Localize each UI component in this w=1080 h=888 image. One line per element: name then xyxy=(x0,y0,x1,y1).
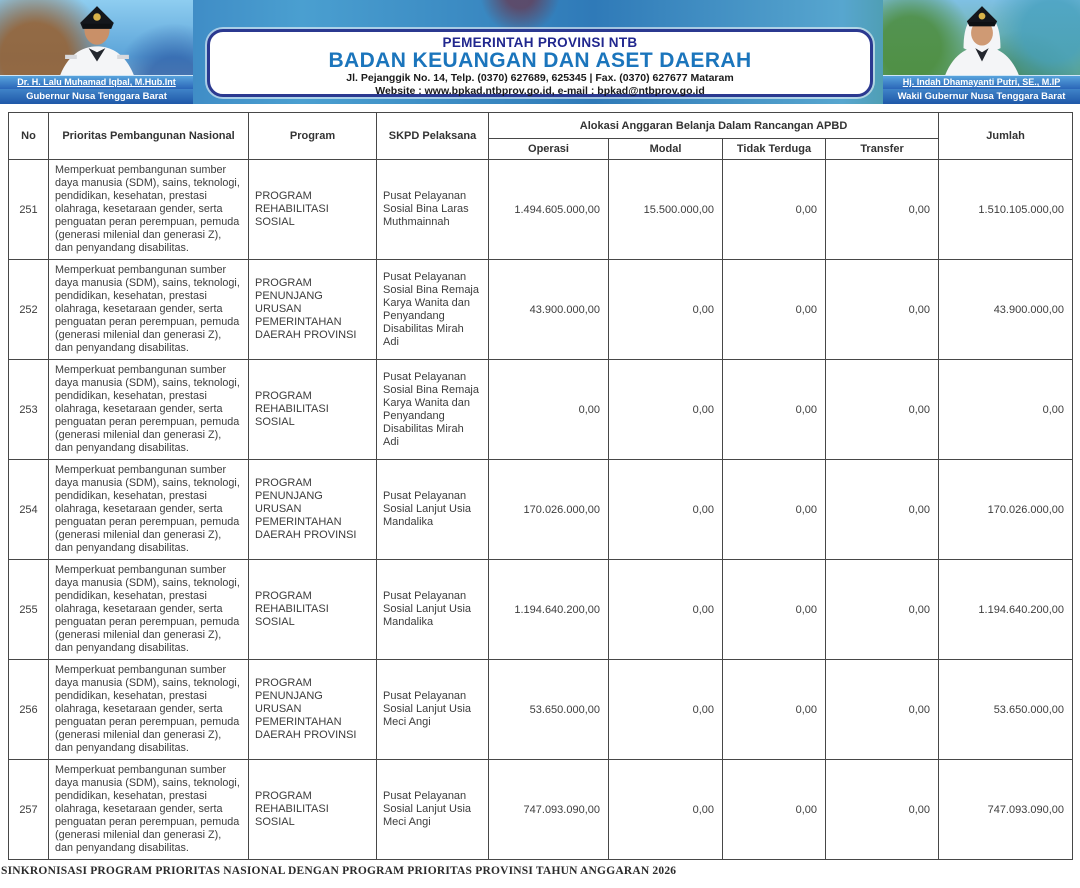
vice-governor-title: Wakil Gubernur Nusa Tenggara Barat xyxy=(883,89,1080,104)
header-alokasi-group: Alokasi Anggaran Belanja Dalam Rancangan APBD xyxy=(489,113,939,139)
cell-operasi: 1.494.605.000,00 xyxy=(489,160,609,260)
cell-jumlah: 43.900.000,00 xyxy=(939,260,1073,360)
cell-modal: 0,00 xyxy=(609,660,723,760)
vice-governor-portrait-icon xyxy=(916,0,1048,80)
letterhead-banner xyxy=(0,0,1080,104)
table-row xyxy=(9,760,1073,860)
cell-modal: 0,00 xyxy=(609,460,723,560)
table-row xyxy=(9,260,1073,360)
table-row xyxy=(9,560,1073,660)
cell-transfer: 0,00 xyxy=(826,360,939,460)
governor-title: Gubernur Nusa Tenggara Barat xyxy=(0,89,193,104)
cell-tidak-terduga: 0,00 xyxy=(723,760,826,860)
cell-no: 254 xyxy=(9,460,49,560)
cell-tidak-terduga: 0,00 xyxy=(723,360,826,460)
table-body xyxy=(9,160,1073,860)
cell-modal: 0,00 xyxy=(609,560,723,660)
table-row xyxy=(9,660,1073,760)
cell-prioritas: Memperkuat pembangunan sumber daya manusia (SDM), sains, teknologi, pendidikan, kesehatan, prestasi olahraga, kesetaraan gender, serta penguatan peran perempuan, pemuda (generasi milenial dan generasi Z), dan penyandang disabilitas. xyxy=(49,460,249,560)
cell-program: PROGRAM REHABILITASI SOSIAL xyxy=(249,760,377,860)
cell-prioritas: Memperkuat pembangunan sumber daya manusia (SDM), sains, teknologi, pendidikan, kesehatan, prestasi olahraga, kesetaraan gender, serta penguatan peran perempuan, pemuda (generasi milenial dan generasi Z), dan penyandang disabilitas. xyxy=(49,660,249,760)
cell-skpd: Pusat Pelayanan Sosial Lanjut Usia Meci Angi xyxy=(377,660,489,760)
cell-jumlah: 170.026.000,00 xyxy=(939,460,1073,560)
header-operasi: Operasi xyxy=(489,139,609,160)
cell-operasi: 747.093.090,00 xyxy=(489,760,609,860)
cell-program: PROGRAM PENUNJANG URUSAN PEMERINTAHAN DAERAH PROVINSI xyxy=(249,260,377,360)
cell-modal: 15.500.000,00 xyxy=(609,160,723,260)
vice-governor-name: Hj. Indah Dhamayanti Putri, SE., M.IP xyxy=(883,75,1080,89)
cell-no: 253 xyxy=(9,360,49,460)
cell-modal: 0,00 xyxy=(609,360,723,460)
cell-skpd: Pusat Pelayanan Sosial Lanjut Usia Meci Angi xyxy=(377,760,489,860)
cell-no: 251 xyxy=(9,160,49,260)
cell-prioritas: Memperkuat pembangunan sumber daya manusia (SDM), sains, teknologi, pendidikan, kesehatan, prestasi olahraga, kesetaraan gender, serta penguatan peran perempuan, pemuda (generasi milenial dan generasi Z), dan penyandang disabilitas. xyxy=(49,760,249,860)
cell-tidak-terduga: 0,00 xyxy=(723,160,826,260)
header-no: No xyxy=(9,113,49,160)
cell-transfer: 0,00 xyxy=(826,460,939,560)
table-header xyxy=(9,113,1073,160)
governor-portrait-icon xyxy=(31,0,163,80)
cell-transfer: 0,00 xyxy=(826,560,939,660)
header-skpd: SKPD Pelaksana xyxy=(377,113,489,160)
cell-modal: 0,00 xyxy=(609,260,723,360)
cell-program: PROGRAM REHABILITASI SOSIAL xyxy=(249,360,377,460)
vice-governor-photo xyxy=(883,0,1080,104)
cell-program: PROGRAM PENUNJANG URUSAN PEMERINTAHAN DAERAH PROVINSI xyxy=(249,460,377,560)
vice-governor-caption xyxy=(883,75,1080,104)
cell-skpd: Pusat Pelayanan Sosial Bina Remaja Karya Wanita dan Penyandang Disabilitas Mirah Adi xyxy=(377,260,489,360)
cell-prioritas: Memperkuat pembangunan sumber daya manusia (SDM), sains, teknologi, pendidikan, kesehatan, prestasi olahraga, kesetaraan gender, serta penguatan peran perempuan, pemuda (generasi milenial dan generasi Z), dan penyandang disabilitas. xyxy=(49,360,249,460)
cell-operasi: 170.026.000,00 xyxy=(489,460,609,560)
agency-name: BADAN KEUANGAN DAN ASET DAERAH xyxy=(328,49,752,72)
cell-operasi: 43.900.000,00 xyxy=(489,260,609,360)
governor-caption xyxy=(0,75,193,104)
cell-tidak-terduga: 0,00 xyxy=(723,560,826,660)
cell-skpd: Pusat Pelayanan Sosial Lanjut Usia Mandalika xyxy=(377,460,489,560)
governor-name: Dr. H. Lalu Muhamad Iqbal, M.Hub.Int xyxy=(0,75,193,89)
cell-operasi: 0,00 xyxy=(489,360,609,460)
cell-tidak-terduga: 0,00 xyxy=(723,460,826,560)
cell-transfer: 0,00 xyxy=(826,660,939,760)
header-jumlah: Jumlah xyxy=(939,113,1073,160)
cell-program: PROGRAM PENUNJANG URUSAN PEMERINTAHAN DAERAH PROVINSI xyxy=(249,660,377,760)
cell-jumlah: 1.194.640.200,00 xyxy=(939,560,1073,660)
cell-jumlah: 53.650.000,00 xyxy=(939,660,1073,760)
cell-transfer: 0,00 xyxy=(826,260,939,360)
table-row xyxy=(9,360,1073,460)
cell-tidak-terduga: 0,00 xyxy=(723,260,826,360)
cell-modal: 0,00 xyxy=(609,760,723,860)
header-program: Program xyxy=(249,113,377,160)
government-name: PEMERINTAH PROVINSI NTB xyxy=(442,35,638,50)
agency-header-box xyxy=(207,29,873,97)
cell-no: 252 xyxy=(9,260,49,360)
cell-prioritas: Memperkuat pembangunan sumber daya manusia (SDM), sains, teknologi, pendidikan, kesehatan, prestasi olahraga, kesetaraan gender, serta penguatan peran perempuan, pemuda (generasi milenial dan generasi Z), dan penyandang disabilitas. xyxy=(49,260,249,360)
cell-no: 255 xyxy=(9,560,49,660)
header-modal: Modal xyxy=(609,139,723,160)
cell-skpd: Pusat Pelayanan Sosial Bina Remaja Karya Wanita dan Penyandang Disabilitas Mirah Adi xyxy=(377,360,489,460)
cell-no: 257 xyxy=(9,760,49,860)
header-prioritas: Prioritas Pembangunan Nasional xyxy=(49,113,249,160)
agency-website-email: Website : www.bpkad.ntbprov.go.id, e-mail : bpkad@ntbprov.go.id xyxy=(375,85,705,97)
cell-operasi: 1.194.640.200,00 xyxy=(489,560,609,660)
sync-footer-note: SINKRONISASI PROGRAM PRIORITAS NASIONAL DENGAN PROGRAM PRIORITAS PROVINSI TAHUN ANGGARAN 2026 xyxy=(1,865,677,877)
cell-jumlah: 0,00 xyxy=(939,360,1073,460)
agency-address: Jl. Pejanggik No. 14, Telp. (0370) 627689, 625345 | Fax. (0370) 627677 Mataram xyxy=(346,72,734,84)
header-transfer: Transfer xyxy=(826,139,939,160)
cell-skpd: Pusat Pelayanan Sosial Bina Laras Muthmainnah xyxy=(377,160,489,260)
cell-jumlah: 1.510.105.000,00 xyxy=(939,160,1073,260)
cell-program: PROGRAM REHABILITASI SOSIAL xyxy=(249,560,377,660)
cell-prioritas: Memperkuat pembangunan sumber daya manusia (SDM), sains, teknologi, pendidikan, kesehatan, prestasi olahraga, kesetaraan gender, serta penguatan peran perempuan, pemuda (generasi milenial dan generasi Z), dan penyandang disabilitas. xyxy=(49,560,249,660)
cell-prioritas: Memperkuat pembangunan sumber daya manusia (SDM), sains, teknologi, pendidikan, kesehatan, prestasi olahraga, kesetaraan gender, serta penguatan peran perempuan, pemuda (generasi milenial dan generasi Z), dan penyandang disabilitas. xyxy=(49,160,249,260)
table-row xyxy=(9,460,1073,560)
cell-tidak-terduga: 0,00 xyxy=(723,660,826,760)
cell-skpd: Pusat Pelayanan Sosial Lanjut Usia Mandalika xyxy=(377,560,489,660)
cell-no: 256 xyxy=(9,660,49,760)
cell-transfer: 0,00 xyxy=(826,760,939,860)
governor-photo xyxy=(0,0,193,104)
cell-transfer: 0,00 xyxy=(826,160,939,260)
cell-jumlah: 747.093.090,00 xyxy=(939,760,1073,860)
cell-operasi: 53.650.000,00 xyxy=(489,660,609,760)
budget-table xyxy=(8,112,1073,860)
cell-program: PROGRAM REHABILITASI SOSIAL xyxy=(249,160,377,260)
table-row xyxy=(9,160,1073,260)
header-tidak-terduga: Tidak Terduga xyxy=(723,139,826,160)
